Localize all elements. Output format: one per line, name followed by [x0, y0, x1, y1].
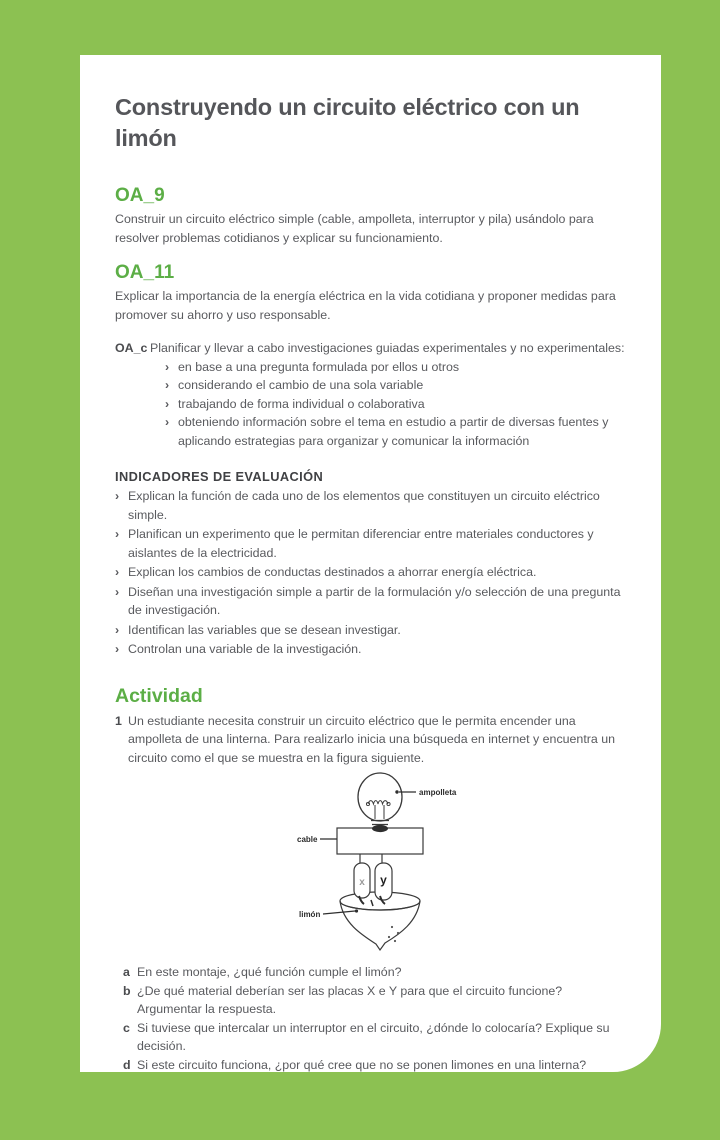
indicador-text: Planifican un experimento que le permitan diferenciar entre materiales conductores y aislantes de la electricidad.	[128, 527, 594, 560]
question-c	[123, 1019, 627, 1056]
oac-intro: Planificar y llevar a cabo investigaciones guiadas experimentales y no experimentales:	[150, 341, 625, 355]
indicador-text: Explican la función de cada uno de los elementos que constituyen un circuito eléctrico simple.	[128, 489, 600, 522]
item-number: 1	[115, 713, 122, 728]
actividad-heading: Actividad	[115, 684, 203, 707]
oac-bullet-text: considerando el cambio de una sola variable	[178, 378, 424, 392]
question-text: ¿De qué material deberían ser las placas X e Y para que el circuito funcione? Argumentar la respuesta.	[137, 983, 563, 1016]
page-content	[80, 55, 661, 1072]
plate-x	[354, 863, 370, 898]
oa9-heading: OA_9	[115, 185, 165, 206]
oac-bullet-text: trabajando de forma individual o colaborativa	[178, 396, 425, 411]
question-text: En este montaje, ¿qué función cumple el limón?	[137, 965, 402, 979]
list-item	[115, 621, 627, 640]
question-text: Si este circuito funciona, ¿por qué cree que no se ponen limones en una linterna?	[137, 1057, 587, 1072]
wire-loop	[337, 828, 423, 863]
list-item	[165, 358, 627, 377]
callout-ampolleta	[395, 788, 457, 797]
indicador-text: Explican los cambios de conductas destinados a ahorrar energía eléctrica.	[128, 565, 537, 579]
bullet-icon: ›	[115, 565, 120, 579]
oac-bullet-list	[165, 358, 627, 451]
oa11-body: Explicar la importancia de la energía eléctrica en la vida cotidiana y proponer medidas para promover su ahorro y uso responsable.	[115, 289, 616, 322]
indicador-text: Controlan una variable de la investigación.	[128, 642, 362, 656]
list-item	[115, 563, 627, 582]
question-d	[123, 1056, 627, 1073]
question-a	[123, 963, 627, 982]
page-title: Construyendo un circuito eléctrico con un limón	[115, 94, 580, 151]
list-item	[115, 640, 627, 659]
plate-x-label: x	[359, 877, 365, 888]
bulb-icon	[358, 773, 402, 832]
question-list	[123, 963, 627, 1072]
lemon-circuit-svg	[280, 771, 480, 953]
list-item	[115, 487, 627, 524]
oac-bullet-text: obteniendo información sobre el tema en estudio a partir de diversas fuentes y aplicando estrategias para organizar y comunicar la información	[178, 415, 609, 448]
indicadores-heading: INDICADORES DE EVALUACIÓN	[115, 469, 324, 484]
oac-block	[115, 339, 627, 450]
question-letter: d	[123, 1057, 131, 1072]
question-text: Si tuviese que intercalar un interruptor en el circuito, ¿dónde lo colocaría? Explique su decisión.	[137, 1020, 610, 1053]
indicador-text: Identifican las variables que se desean investigar.	[128, 622, 401, 637]
bullet-icon: ›	[115, 584, 120, 599]
actividad-item-1	[115, 712, 627, 768]
oac-body	[150, 339, 627, 450]
bullet-icon: ›	[165, 396, 170, 411]
bullet-icon: ›	[115, 527, 120, 541]
indicador-text: Diseñan una investigación simple a partir de la formulación y/o selección de una pregunta de investigación.	[128, 584, 621, 617]
list-item	[165, 413, 627, 450]
bullet-icon: ›	[115, 489, 120, 503]
plate-y-label: y	[380, 873, 387, 887]
bullet-icon: ›	[115, 642, 120, 656]
figure-label-cable: cable	[297, 835, 318, 844]
question-letter: b	[123, 983, 131, 998]
oa9-body: Construir un circuito eléctrico simple (cable, ampolleta, interruptor y pila) usándolo para resolver problemas cotidianos y explicar su funcionamiento.	[115, 212, 594, 245]
plate-y	[375, 863, 392, 900]
bullet-icon: ›	[165, 415, 170, 429]
figure-label-ampolleta: ampolleta	[419, 788, 457, 797]
list-item	[165, 395, 627, 414]
item-text: Un estudiante necesita construir un circuito eléctrico que le permita encender una ampolleta de una linterna. Para realizarlo inicia una búsqueda en internet y encuentra un circuito como el que se muestra en la figura siguiente.	[128, 713, 615, 765]
bullet-icon: ›	[165, 359, 170, 374]
worksheet-page	[80, 55, 661, 1072]
bullet-icon: ›	[115, 622, 120, 637]
lemon-circuit-figure	[280, 771, 480, 953]
indicadores-list	[115, 487, 627, 659]
callout-cable	[297, 835, 337, 844]
list-item	[115, 583, 627, 620]
bullet-icon: ›	[165, 378, 170, 392]
oa11-heading: OA_11	[115, 262, 175, 283]
question-letter: a	[123, 965, 130, 979]
list-item	[115, 525, 627, 562]
callout-limon	[299, 909, 358, 919]
question-b	[123, 982, 627, 1019]
figure-label-limon: limón	[299, 910, 321, 919]
oac-bullet-text: en base a una pregunta formulada por ellos u otros	[178, 359, 460, 374]
question-letter: c	[123, 1020, 130, 1035]
list-item	[165, 376, 627, 395]
oac-label: OA_c	[115, 341, 148, 355]
